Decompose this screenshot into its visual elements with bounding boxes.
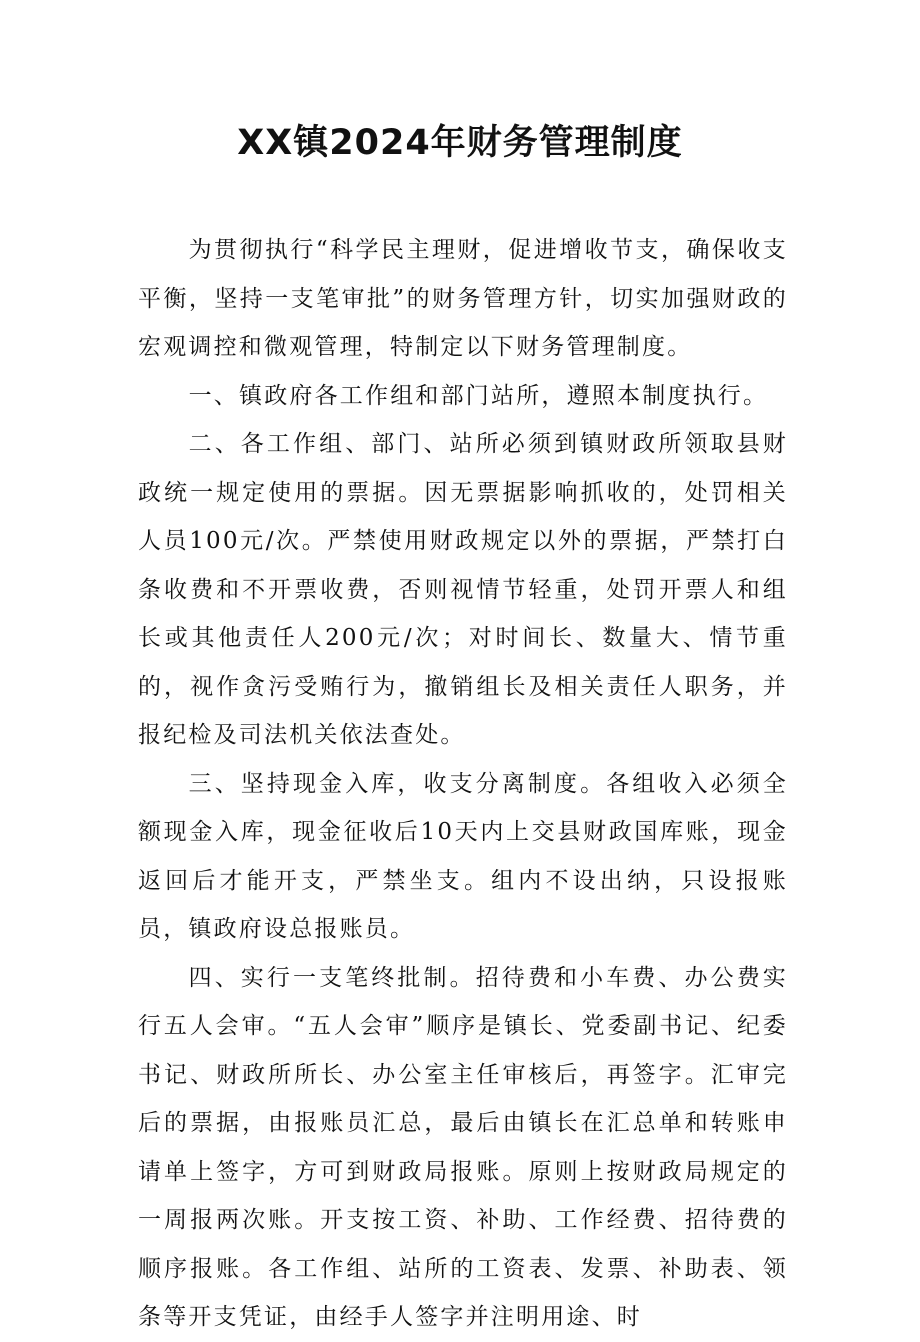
paragraph-intro: 为贯彻执行“科学民主理财，促进增收节支，确保收支平衡，坚持一支笔审批”的财务管理方针，切实加强财政的宏观调控和微观管理，特制定以下财务管理制度。 <box>138 237 788 360</box>
paragraph-article-2: 二、各工作组、部门、站所必须到镇财政所领取县财政统一规定使用的票据。因无票据影响抓收的，处罚相关人员100元/次。严禁使用财政规定以外的票据，严禁打白条收费和不开票收费，否则视情节轻重，处罚开票人和组长或其他责任人200元/次；对时间长、数量大、情节重的，视作贪污受贿行为，撤销组长及相关责任人职务，并报纪检及司法机关依法查处。 <box>138 431 788 748</box>
paragraph-article-4: 四、实行一支笔终批制。招待费和小车费、办公费实行五人会审。“五人会审”顺序是镇长、党委副书记、纪委书记、财政所所长、办公室主任审核后，再签字。汇审完后的票据，由报账员汇总，最后由镇长在汇总单和转账申请单上签字，方可到财政局报账。原则上按财政局规定的一周报两次账。开支按工资、补助、工作经费、招待费的顺序报账。各工作组、站所的工资表、发票、补助表、领条等开支凭证，由经手人签字并注明用途、时 <box>138 964 788 1330</box>
paragraph-article-1: 一、镇政府各工作组和部门站所，遵照本制度执行。 <box>188 382 769 409</box>
document-body <box>138 226 788 1342</box>
document-title: XX镇2024年财务管理制度 <box>237 123 683 163</box>
paragraph-article-3: 三、坚持现金入库，收支分离制度。各组收入必须全额现金入库，现金征收后10天内上交县财政国库账，现金返回后才能开支，严禁坐支。组内不设出纳，只设报账员，镇政府设总报账员。 <box>138 770 788 942</box>
